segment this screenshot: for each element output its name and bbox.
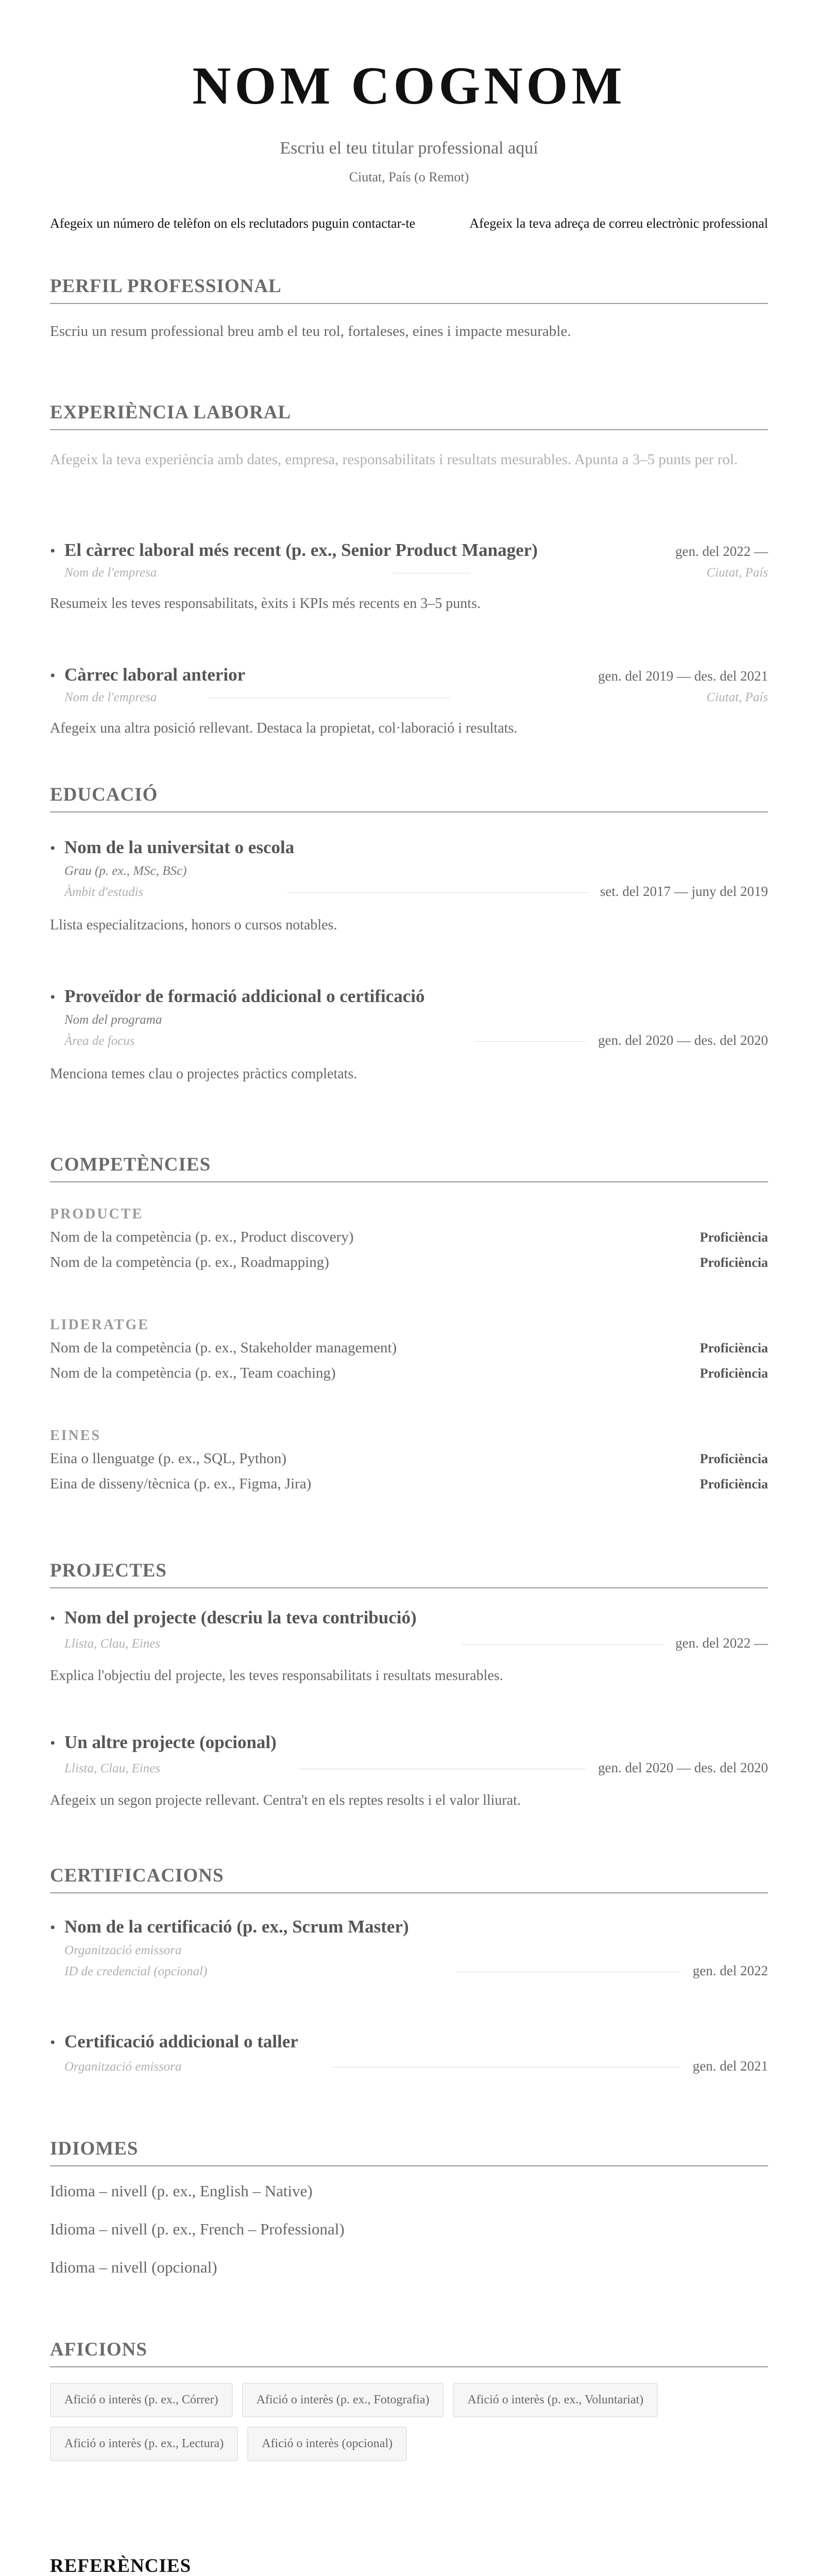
skill-row <box>50 1476 768 1493</box>
certification-entry <box>50 2031 768 2074</box>
job-location: Ciutat, País <box>706 566 768 580</box>
skill-level: Proficiència <box>700 1230 768 1245</box>
profile-summary: Escriu un resum professional breu amb el teu rol, fortaleses, eines i impacte mesurable. <box>50 323 571 340</box>
section-references <box>50 2555 768 2576</box>
skill-level: Proficiència <box>700 1255 768 1270</box>
field-of-study: Àmbit d'estudis <box>64 885 144 899</box>
degree-name: Grau (p. ex., MSc, BSc) <box>64 864 187 878</box>
skill-group <box>50 1206 768 1271</box>
section-title: PROJECTES <box>50 1560 768 1588</box>
section-title: REFERÈNCIES <box>50 2555 768 2576</box>
skill-row <box>50 1229 768 1246</box>
section-projects <box>50 1560 768 1588</box>
school-name: Nom de la universitat o escola <box>64 837 295 857</box>
candidate-name: NOM COGNOM <box>192 56 626 115</box>
hobby-chip: Afició o interès (opcional) <box>247 2427 407 2461</box>
company-name: Nom de l'empresa <box>64 690 157 704</box>
phone-text: Afegeix un número de telèfon on els reclutadors puguin contactar-te <box>50 216 416 231</box>
job-title: El càrrec laboral més recent (p. ex., Senior Product Manager) <box>64 540 538 560</box>
education-description: Menciona temes clau o projectes pràctics completats. <box>50 1066 357 1082</box>
experience-entry <box>50 540 768 614</box>
section-experience <box>50 402 768 471</box>
education-date: gen. del 2020 — des. del 2020 <box>598 1032 768 1048</box>
experience-intro: Afegeix la teva experiència amb dates, empresa, responsabilitats i resultats mesurables. Apunta a 3–5 punts per rol. <box>50 451 738 468</box>
skill-level: Proficiència <box>700 1341 768 1355</box>
project-name: Un altre projecte (opcional) <box>64 1732 277 1752</box>
job-description: Resumeix les teves responsabilitats, èxits i KPIs més recents en 3–5 punts. <box>50 596 481 612</box>
section-title: EDUCACIÓ <box>50 784 768 812</box>
experience-entry <box>50 665 768 738</box>
project-tags: Llista, Clau, Eines <box>64 1637 161 1651</box>
section-title: AFICIONS <box>50 2339 768 2367</box>
project-entry <box>50 1732 768 1810</box>
hobby-chip: Afició o interès (p. ex., Córrer) <box>50 2383 233 2417</box>
bullet-icon: • <box>50 543 56 560</box>
skill-level: Proficiència <box>700 1477 768 1492</box>
credential-id: ID de credencial (opcional) <box>64 1964 208 1978</box>
bullet-icon: • <box>50 989 56 1006</box>
skill-name: Nom de la competència (p. ex., Stakeholder management) <box>50 1340 397 1356</box>
skill-category: PRODUCTE <box>50 1206 144 1222</box>
bullet-icon: • <box>50 667 56 684</box>
location: Ciutat, País (o Remot) <box>349 170 469 184</box>
section-title: EXPERIÈNCIA LABORAL <box>50 402 768 430</box>
school-name: Proveïdor de formació addicional o certificació <box>64 986 425 1006</box>
issuer-name: Organització emissora <box>64 1943 182 1957</box>
hobby-chip-list <box>50 2383 768 2461</box>
email-text: Afegeix la teva adreça de correu electrònic professional <box>469 216 768 231</box>
skill-row <box>50 1450 768 1467</box>
divider-line <box>475 1041 586 1042</box>
section-certifications <box>50 1865 768 1893</box>
section-title: CERTIFICACIONS <box>50 1865 768 1893</box>
skill-group <box>50 1317 768 1382</box>
section-profile <box>50 276 768 343</box>
skill-group <box>50 1428 768 1493</box>
professional-headline: Escriu el teu titular professional aquí <box>280 139 538 158</box>
education-description: Llista especialitzacions, honors o cursos notables. <box>50 917 337 933</box>
education-entry <box>50 986 768 1084</box>
hobby-chip: Afició o interès (p. ex., Lectura) <box>50 2427 238 2461</box>
section-education <box>50 784 768 812</box>
job-date: gen. del 2019 — des. del 2021 <box>598 668 768 684</box>
bullet-icon: • <box>50 1919 56 1936</box>
language-item: Idioma – nivell (p. ex., English – Native) <box>50 2181 313 2200</box>
certification-name: Certificació addicional o taller <box>64 2031 298 2052</box>
skill-row <box>50 1340 768 1357</box>
skill-name: Nom de la competència (p. ex., Product discovery) <box>50 1229 354 1245</box>
project-description: Afegeix un segon projecte rellevant. Centra't en els reptes resolts i el valor lliurat. <box>50 1792 521 1808</box>
project-name: Nom del projecte (descriu la teva contribució) <box>64 1607 417 1628</box>
education-date: set. del 2017 — juny del 2019 <box>600 884 768 899</box>
bullet-icon: • <box>50 2034 56 2051</box>
skill-category: EINES <box>50 1428 101 1444</box>
program-name: Nom del programa <box>64 1013 162 1027</box>
project-entry <box>50 1607 768 1686</box>
skill-category: LIDERATGE <box>50 1317 149 1333</box>
field-of-study: Àrea de focus <box>64 1034 135 1048</box>
certification-name: Nom de la certificació (p. ex., Scrum Master) <box>64 1917 409 1937</box>
job-location: Ciutat, País <box>706 690 768 704</box>
language-item: Idioma – nivell (opcional) <box>50 2258 217 2276</box>
skill-row <box>50 1365 768 1382</box>
section-title: IDIOMES <box>50 2138 768 2166</box>
job-description: Afegeix una altra posició rellevant. Destaca la propietat, col·laboració i resultats. <box>50 720 518 736</box>
divider-line <box>287 892 588 893</box>
skill-name: Nom de la competència (p. ex., Team coaching) <box>50 1365 336 1381</box>
bullet-icon: • <box>50 840 56 857</box>
company-name: Nom de l'empresa <box>64 566 157 580</box>
project-date: gen. del 2022 — <box>675 1635 768 1651</box>
section-title: COMPETÈNCIES <box>50 1154 768 1182</box>
divider-line <box>462 1644 663 1645</box>
project-tags: Llista, Clau, Eines <box>64 1761 161 1775</box>
bullet-icon: • <box>50 1610 56 1627</box>
section-languages <box>50 2138 768 2277</box>
education-entry <box>50 837 768 935</box>
language-item: Idioma – nivell (p. ex., French – Professional) <box>50 2219 345 2238</box>
certification-date: gen. del 2022 <box>692 1963 768 1978</box>
skill-row <box>50 1254 768 1271</box>
project-date: gen. del 2020 — des. del 2020 <box>598 1760 768 1775</box>
contact-row <box>50 215 768 231</box>
hobby-chip: Afició o interès (p. ex., Fotografia) <box>242 2383 444 2417</box>
section-hobbies <box>50 2339 768 2461</box>
skill-name: Eina de disseny/tècnica (p. ex., Figma, Jira) <box>50 1476 312 1492</box>
bullet-icon: • <box>50 1735 56 1752</box>
hobby-chip: Afició o interès (p. ex., Voluntariat) <box>453 2383 658 2417</box>
job-date: gen. del 2022 — <box>675 544 768 559</box>
job-title: Càrrec laboral anterior <box>64 665 246 685</box>
skill-level: Proficiència <box>700 1366 768 1381</box>
certification-entry <box>50 1917 768 1979</box>
issuer-name: Organització emissora <box>64 2060 182 2074</box>
skill-name: Eina o llenguatge (p. ex., SQL, Python) <box>50 1450 287 1467</box>
skill-name: Nom de la competència (p. ex., Roadmapping) <box>50 1254 329 1270</box>
section-skills <box>50 1154 768 1182</box>
skill-level: Proficiència <box>700 1451 768 1466</box>
certification-date: gen. del 2021 <box>692 2058 768 2074</box>
project-description: Explica l'objectiu del projecte, les teves responsabilitats i resultats mesurables. <box>50 1668 503 1684</box>
section-title: PERFIL PROFESSIONAL <box>50 276 768 304</box>
